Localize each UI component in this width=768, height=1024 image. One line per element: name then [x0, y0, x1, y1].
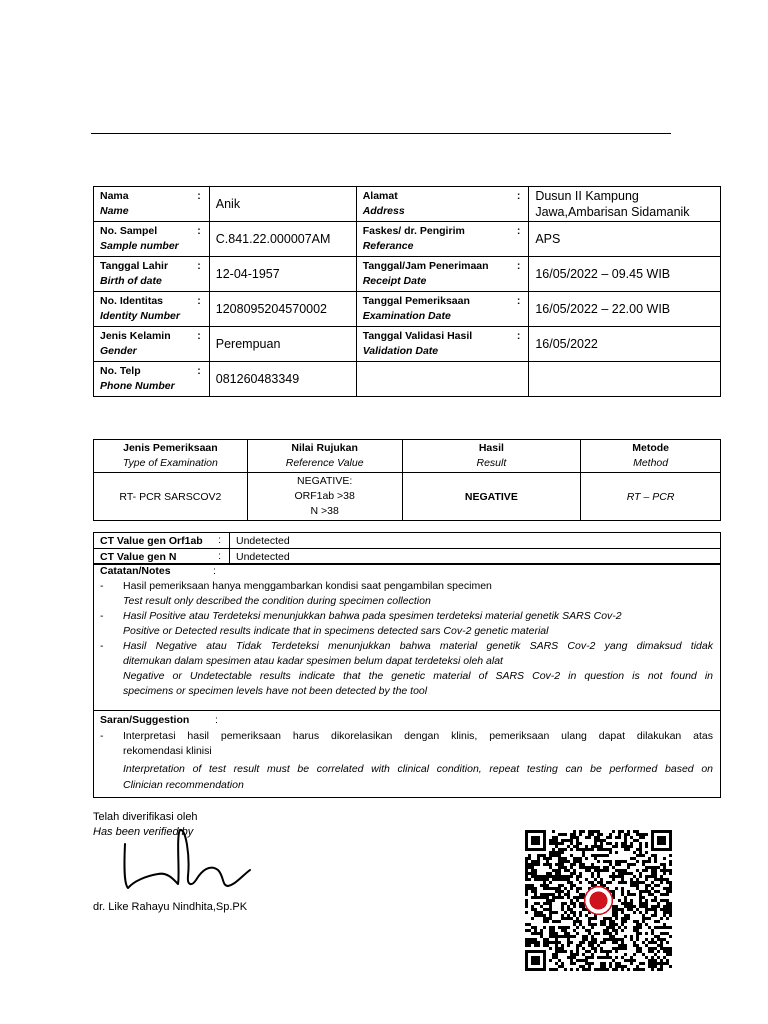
ct-orf1ab-row: CT Value gen Orf1ab : Undetected [94, 533, 721, 549]
info-right-value: 16/05/2022 – 22.00 WIB [529, 292, 721, 327]
suggestion-title: Saran/Suggestion [100, 714, 190, 726]
note-3-id-a: Hasil Negative atau Tidak Terdeteksi menunjukkan bahwa material genetik SARS Cov-2 yang dimaksud tidak [123, 640, 713, 652]
verified-by-label-en: Has been verified by [93, 826, 194, 838]
ct-n-row: CT Value gen N : Undetected [94, 549, 721, 565]
exam-method: RT – PCR [581, 473, 721, 521]
examination-table [93, 439, 721, 521]
info-row [94, 362, 721, 397]
info-left-value: 12-04-1957 [209, 257, 356, 292]
info-left-value: C.841.22.000007AM [209, 222, 356, 257]
info-right-label: Faskes/ dr. Pengirim Referance : [356, 222, 529, 257]
info-row [94, 257, 721, 292]
exam-type: RT- PCR SARSCOV2 [94, 473, 248, 521]
info-right-value [529, 362, 721, 397]
ct-value-table [93, 532, 721, 565]
suggestion-en-a: Interpretation of test result must be correlated with clinical condition, repeat testing can be performed based on [123, 763, 713, 775]
info-row [94, 292, 721, 327]
note-3-en-b: specimens or specimen levels have not been detected by the tool [123, 685, 428, 697]
ct-orf1ab-label: CT Value gen Orf1ab [100, 534, 203, 547]
info-right-label: Alamat Address : [356, 187, 529, 222]
notes-title: Catatan/Notes [100, 565, 171, 577]
header-method: Metode Method [581, 440, 721, 473]
suggestion-en-b: Clinician recommendation [123, 779, 244, 791]
info-right-label: Tanggal/Jam Penerimaan Receipt Date : [356, 257, 529, 292]
info-left-label: Nama Name : [94, 187, 210, 222]
header-result: Hasil Result [402, 440, 581, 473]
qr-code-icon [525, 830, 672, 971]
ct-n-value: Undetected [230, 549, 721, 565]
note-3-id-b: ditemukan dalam spesimen atau kadar spesimen belum dapat terdeteksi oleh alat [123, 655, 503, 667]
info-left-label: No. Sampel Sample number : [94, 222, 210, 257]
exam-result: NEGATIVE [402, 473, 581, 521]
info-left-label: Jenis Kelamin Gender : [94, 327, 210, 362]
info-left-value: 081260483349 [209, 362, 356, 397]
note-2-id: Hasil Positive atau Terdeteksi menunjukkan bahwa pada spesimen terdeteksi material genetik SARS Cov-2 [123, 610, 622, 622]
patient-info-table [93, 186, 721, 397]
ct-n-label: CT Value gen N [100, 550, 177, 563]
info-left-value: Anik [209, 187, 356, 222]
notes-box: Catatan/Notes : - Hasil pemeriksaan hanya menggambarkan kondisi saat pengambilan specimen Test result only described the condition during specimen collection - Hasil Positive atau Terdeteksi menunjukkan bahwa pada spesimen terdeteksi material genetik SARS Cov-2 Positive or Detected results indicate that in specimens detected sars Cov-2 genetic material - Hasil Negative atau Tidak Terdeteksi menunjukkan bahwa material genetik SARS Cov-2 yang dimaksud tidak ditemukan dalam spesimen atau kadar spesimen belum dapat terdeteksi oleh alat Negative or Undetectable results indicate that the genetic material of SARS Cov-2 in question is not found in specimens or specimen levels have not been detected by the tool Saran/Suggestion : - Interpretasi hasil pemeriksaan harus dikorelasikan dengan klinis, pemeriksaan ulang dapat dilakukan atas rekomendasi klinisi Interpretation of test result must be correlated with clinical condition, repeat testing can be performed based on Clinician recommendation [93, 563, 721, 798]
note-3-en-a: Negative or Undetectable results indicate that the genetic material of SARS Cov-2 in question is not found in [123, 670, 713, 682]
note-2-en: Positive or Detected results indicate that in specimens detected sars Cov-2 genetic material [123, 625, 549, 637]
info-left-label: No. Identitas Identity Number : [94, 292, 210, 327]
suggestion-id-b: rekomendasi klinisi [123, 745, 212, 757]
examination-row [94, 473, 721, 521]
header-type: Jenis Pemeriksaan Type of Examination [94, 440, 248, 473]
info-right-value: 16/05/2022 [529, 327, 721, 362]
info-left-value: 1208095204570002 [209, 292, 356, 327]
note-1-en: Test result only described the condition during specimen collection [123, 595, 431, 607]
info-left-value: Perempuan [209, 327, 356, 362]
top-divider [91, 133, 671, 134]
suggestion-id-a: Interpretasi hasil pemeriksaan harus dikorelasikan dengan klinis, pemeriksaan ulang dapat dilakukan atas [123, 730, 713, 742]
verified-by-label: Telah diverifikasi oleh [93, 811, 198, 823]
info-left-label: Tanggal Lahir Birth of date : [94, 257, 210, 292]
info-right-label: Tanggal Pemeriksaan Examination Date : [356, 292, 529, 327]
info-row [94, 222, 721, 257]
note-1-id: Hasil pemeriksaan hanya menggambarkan kondisi saat pengambilan specimen [123, 580, 492, 592]
notes-separator [94, 710, 720, 711]
info-right-value: APS [529, 222, 721, 257]
header-reference: Nilai Rujukan Reference Value [247, 440, 402, 473]
ct-orf1ab-value: Undetected [230, 533, 721, 549]
examination-header-row [94, 440, 721, 473]
info-right-label [356, 362, 529, 397]
exam-reference: NEGATIVE: ORF1ab >38 N >38 [247, 473, 402, 521]
info-right-value: 16/05/2022 – 09.45 WIB [529, 257, 721, 292]
info-row [94, 187, 721, 222]
info-row [94, 327, 721, 362]
signature-image [118, 826, 258, 896]
info-right-value: Dusun II Kampung Jawa,Ambarisan Sidamanik [529, 187, 721, 222]
info-left-label: No. Telp Phone Number : [94, 362, 210, 397]
doctor-name: dr. Like Rahayu Nindhita,Sp.PK [93, 901, 248, 913]
info-right-label: Tanggal Validasi Hasil Validation Date : [356, 327, 529, 362]
